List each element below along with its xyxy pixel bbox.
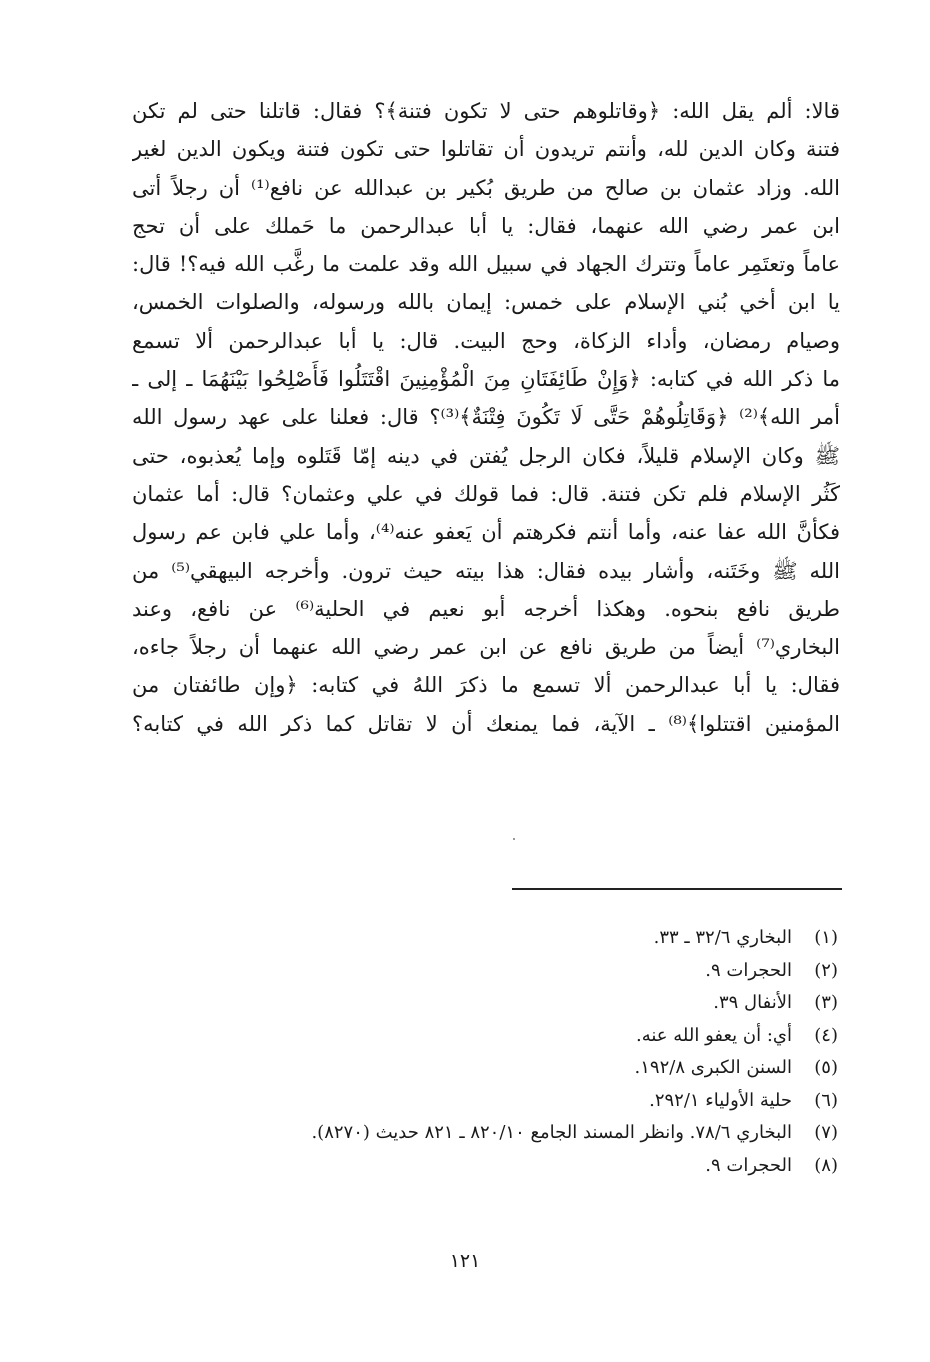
footnote-number: (٣) — [814, 992, 838, 1013]
footnote — [158, 922, 838, 955]
footnote-text: الحجرات ٩. — [705, 959, 792, 981]
footnotes-list — [158, 922, 838, 1182]
footnote-number: (٤) — [814, 1024, 838, 1046]
footnote — [158, 987, 838, 1020]
text-line: وصيام رمضان، وأداء الزكاة، وحج البيت. قال: يا أبا عبدالرحمن ألا تسمع — [132, 328, 840, 353]
footnote — [158, 1020, 838, 1053]
footnote-text: الأنفال ٣٩. — [713, 992, 792, 1013]
footnote-number: (٨) — [814, 1154, 838, 1176]
print-speck — [513, 838, 515, 840]
footnote — [158, 955, 838, 988]
text-line: فتنة وكان الدين لله، وأنتم تريدون أن تقاتلوا حتى تكون فتنة ويكون الدين لغير — [132, 137, 840, 162]
text-line: طريق نافع بنحوه. وهكذا أخرجه أبو نعيم في الحلية⁽⁶⁾ عن نافع، وعند — [132, 596, 840, 621]
text-line: يا ابن أخي بُني الإسلام على خمس: إيمان بالله ورسوله، والصلوات الخمس، — [132, 290, 840, 315]
footnote-separator — [512, 888, 842, 890]
footnote-text: البخاري ٧٨/٦. وانظر المسند الجامع ٨٢٠/١٠ ـ ٨٢١ حديث (٨٢٧٠). — [311, 1122, 792, 1143]
footnote-number: (٢) — [814, 959, 838, 981]
text-line: ﷺ وكان الإسلام قليلاً، فكان الرجل يُفتن في دينه إمّا قَتَلوه وإما يُعذبوه، حتى — [132, 443, 840, 468]
text-line: ما ذكر الله في كتابه: ﴿وَإِنْ طَائِفَتَانِ مِنَ الْمُؤْمِنِينَ اقْتَتَلُوا فَأَصْلِحُوا بَيْنَهُمَا ـ إلى ـ — [132, 367, 840, 392]
page-number: ١٢١ — [449, 1250, 481, 1272]
text-line: أمر الله﴾⁽²⁾ ﴿وَقَاتِلُوهُمْ حَتَّى لَا تَكُونَ فِتْنَةٌ﴾⁽³⁾؟ قال: فعلنا على عهد رسول الله — [132, 405, 840, 430]
text-line: الله. وزاد عثمان بن صالح من طريق بُكير بن عبدالله عن نافع⁽¹⁾ أن رجلاً أتى — [132, 175, 840, 200]
footnote-number: (٧) — [814, 1122, 838, 1143]
footnote-number: (٥) — [814, 1057, 838, 1078]
footnote-number: (١) — [814, 927, 838, 948]
footnote-text: البخاري ٣٢/٦ ـ ٣٣. — [653, 927, 792, 948]
footnote-number: (٦) — [814, 1089, 838, 1111]
text-line: فقال: يا أبا عبدالرحمن ألا تسمع ما ذكرَ اللهُ في كتابه: ﴿وإن طائفتان من — [132, 673, 840, 698]
footnote-text: الحجرات ٩. — [705, 1154, 792, 1176]
main-text-block — [132, 92, 840, 743]
text-line: المؤمنين اقتتلوا﴾⁽⁸⁾ ـ الآية، فما يمنعك أن لا تقاتل كما ذكر الله في كتابه؟ — [132, 711, 840, 736]
footnote-text: حلية الأولياء ٢٩٢/١. — [649, 1089, 792, 1111]
text-line: فكأنَّ الله عفا عنه، وأما أنتم فكرهتم أن يَعفو عنه⁽⁴⁾، وأما علي فابن عم رسول — [132, 520, 840, 545]
footnote — [158, 1052, 838, 1085]
text-line: البخاري⁽⁷⁾ أيضاً من طريق نافع عن ابن عمر رضي الله عنهما أن رجلاً جاءه، — [132, 635, 840, 660]
footnote-text: أي: أن يعفو الله عنه. — [636, 1024, 792, 1046]
text-line: الله ﷺ وخَتَنه، وأشار بيده فقال: هذا بيته حيث ترون. وأخرجه البيهقي⁽⁵⁾ من — [132, 558, 840, 583]
text-line: قالا: ألم يقل الله: ﴿وقاتلوهم حتى لا تكون فتنة﴾؟ فقال: قاتلنا حتى لم تكن — [132, 99, 840, 123]
text-line: كَثُر الإسلام فلم تكن فتنة. قال: فما قولك في علي وعثمان؟ قال: أما عثمان — [132, 481, 840, 506]
footnote — [158, 1117, 838, 1150]
footnote-text: السنن الكبرى ١٩٢/٨. — [634, 1057, 792, 1078]
footnote — [158, 1150, 838, 1183]
text-line: ابن عمر رضي الله عنهما، فقال: يا أبا عبدالرحمن ما حَملك على أن تحج — [132, 213, 840, 238]
footnote — [158, 1085, 838, 1118]
text-line: عاماً وتعتَمِر عاماً وتترك الجهاد في سبيل الله وقد علمت ما رغَّب الله فيه؟! قال: — [132, 252, 840, 277]
